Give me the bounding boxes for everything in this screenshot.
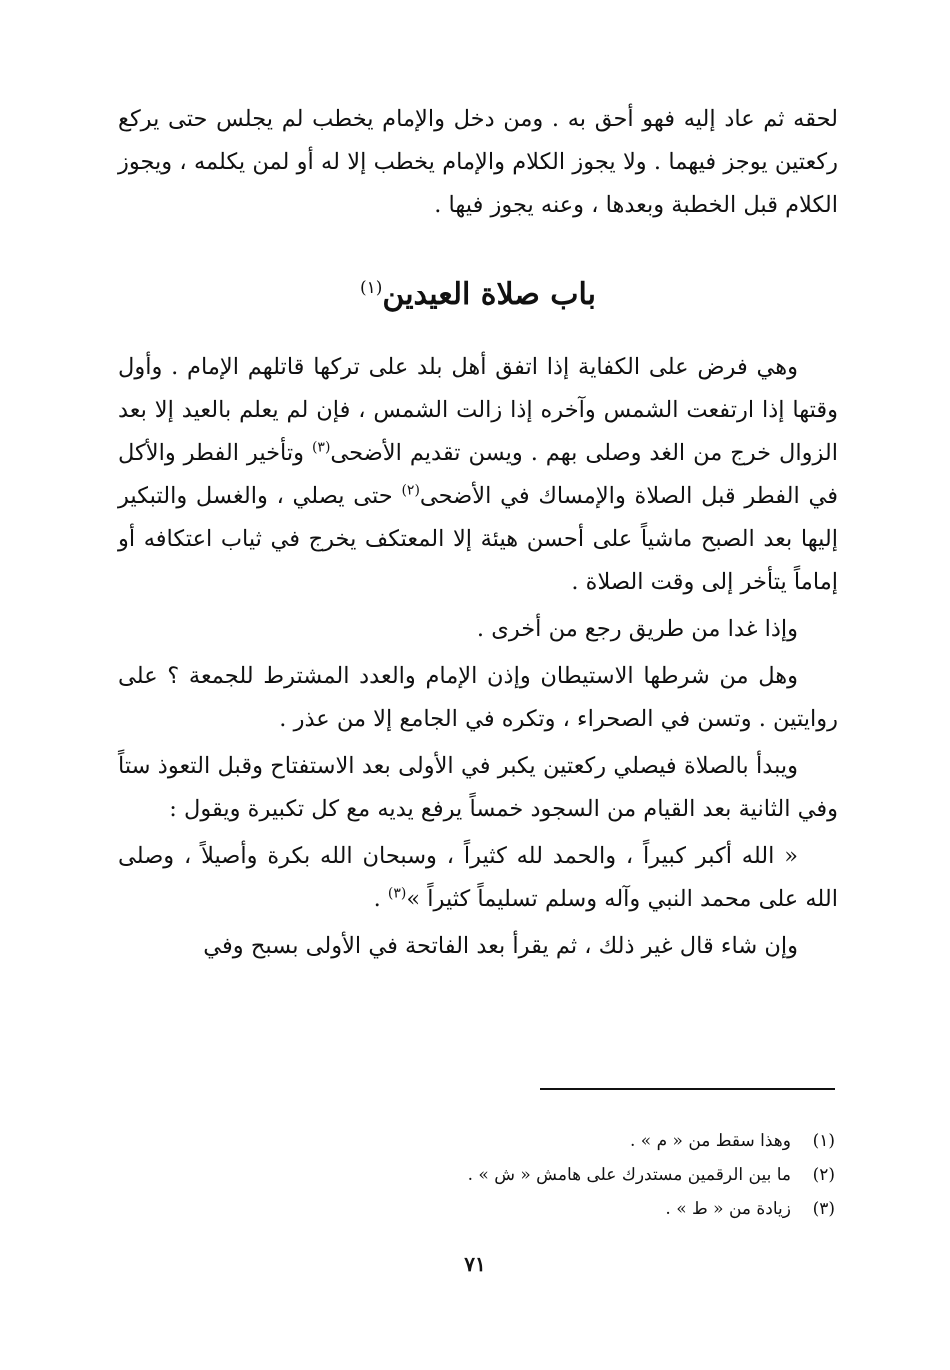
footnote-ref-3b: (٣): [387, 885, 407, 902]
page-number: ٧١: [464, 1252, 486, 1276]
paragraph-conditions: وهل من شرطها الاستيطان وإذن الإمام والعدد المشترط للجمعة ؟ على روايتين . وتسن في الصحراء ، وتكره في الجامع إلا من عذر .: [118, 663, 838, 732]
paragraph-ruling-part-a: وهي فرض على الكفاية إذا اتفق أهل بلد على تركها قاتلهم الإمام . وأول وقتها إذا ارتفعت الشمس وآخره إذا زالت الشمس ، فإن لم يعلم بالعيد إلا بعد الزوال خرج من الغد وصلى بهم . ويسن تقديم الأضحى: [118, 354, 838, 466]
footnote-ref-2: (٢): [401, 482, 420, 499]
paragraph-dhikr: [118, 835, 838, 921]
paragraph-ruling-part-b: وتأخير الفطر والأكل في الفطر قبل الصلاة والإمساك في الأضحى: [118, 440, 838, 509]
footnote-number: (٣): [812, 1199, 835, 1219]
section-heading: [118, 270, 838, 320]
footnote-number: (١): [812, 1131, 835, 1151]
footnote-text: وهذا سقط من « م » .: [629, 1131, 791, 1151]
footnote-number: (٢): [812, 1165, 835, 1185]
footnote-item: [300, 1192, 835, 1226]
footnote-separator: [540, 1088, 835, 1090]
paragraph-recitation: وإن شاء قال غير ذلك ، ثم يقرأ بعد الفاتحة في الأولى بسبح وفي: [203, 933, 798, 959]
footnote-text: ما بين الرقمين مستدرك على هامش « ش » .: [467, 1165, 791, 1185]
section-title: باب صلاة العيدين: [382, 277, 597, 312]
paragraph-route: وإذا غدا من طريق رجع من أخرى .: [476, 616, 798, 642]
paragraph-takbir: ويبدأ بالصلاة فيصلي ركعتين يكبر في الأولى بعد الاستفتاح وقبل التعوذ ستاً وفي الثانية بعد القيام من السجود خمساً يرفع يديه مع كل تكبيرة ويقول :: [118, 753, 838, 822]
paragraph-dhikr-text: « الله أكبر كبيراً ، والحمد لله كثيراً ، وسبحان الله بكرة وأصيلاً ، وصلى الله على محمد النبي وآله وسلم تسليماً كثيراً »: [118, 843, 838, 912]
main-text-block: [118, 346, 838, 968]
footnote-ref-3: (٣): [311, 439, 331, 456]
paragraph-ruling: [118, 346, 838, 604]
paragraph-ruling-part-c: حتى يصلي ، والغسل والتبكير إليها بعد الصبح ماشياً على أحسن هيئة إلا المعتكف يخرج في ثياب اعتكافه أو إماماً يتأخر إلى وقت الصلاة .: [118, 483, 838, 595]
paragraph-continuation: لحقه ثم عاد إليه فهو أحق به . ومن دخل والإمام يخطب لم يجلس حتى يركع ركعتين يوجز فيهما . ولا يجوز الكلام والإمام يخطب إلا له أو لمن يكلمه ، ويجوز الكلام قبل الخطبة وبعدها ، وعنه يجوز فيها .: [118, 106, 838, 218]
footnotes: [300, 1124, 835, 1226]
top-text-block: [118, 98, 838, 227]
footnote-item: [300, 1124, 835, 1158]
footnote-item: [300, 1158, 835, 1192]
footnote-text: زيادة من « ط » .: [665, 1199, 791, 1219]
paragraph-dhikr-end: .: [373, 886, 388, 912]
footnote-ref-1: (١): [359, 278, 383, 298]
